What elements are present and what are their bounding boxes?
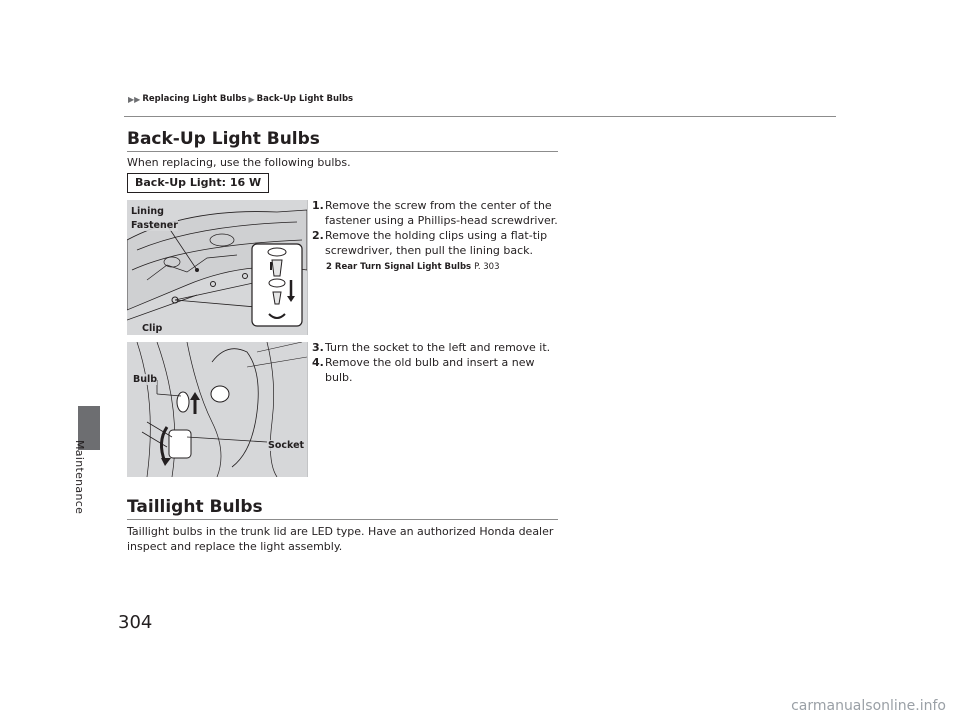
callout-bulb: Bulb xyxy=(133,374,158,385)
breadcrumb-arrow-icon: ▶▶ xyxy=(128,94,141,104)
breadcrumb xyxy=(128,94,353,104)
steps-1-2 xyxy=(312,198,562,275)
taillight-text: Taillight bulbs in the trunk lid are LED type. Have an authorized Honda dealer inspect and replace the light assembly. xyxy=(127,525,554,553)
callout-socket: Socket xyxy=(268,440,305,451)
callout-clip: Clip xyxy=(142,323,163,334)
step-text: Remove the holding clips using a flat-tip screwdriver, then pull the lining back. xyxy=(325,229,548,257)
step-number: 4. xyxy=(312,356,324,369)
breadcrumb-item-replacing-light-bulbs[interactable]: Replacing Light Bulbs xyxy=(142,94,247,104)
step-1 xyxy=(312,198,562,228)
reference-arrow-icon: 2 xyxy=(326,262,332,272)
cross-reference-link[interactable] xyxy=(326,260,562,275)
xref-title: Rear Turn Signal Light Bulbs xyxy=(334,262,472,272)
xref-page: P. 303 xyxy=(474,262,500,272)
intro-text: When replacing, use the following bulbs. xyxy=(127,156,351,169)
watermark: carmanualsonline.info xyxy=(791,698,946,714)
callout-lining: Lining xyxy=(131,206,164,217)
step-number: 3. xyxy=(312,341,324,354)
step-3 xyxy=(312,340,562,355)
step-4 xyxy=(312,355,562,385)
header-divider xyxy=(124,116,836,117)
page-number: 304 xyxy=(118,612,153,633)
breadcrumb-arrow-icon: ▶ xyxy=(248,94,255,104)
step-number: 2. xyxy=(312,229,324,242)
callout-fastener: Fastener xyxy=(131,220,178,231)
sidebar-section-label: Maintenance xyxy=(73,440,86,515)
section-title-back-up-light-bulbs: Back-Up Light Bulbs xyxy=(127,129,320,149)
section-title-taillight-bulbs: Taillight Bulbs xyxy=(127,497,263,517)
socket-illustration xyxy=(127,342,307,477)
section-title-divider xyxy=(127,151,558,152)
step-text: Turn the socket to the left and remove it. xyxy=(325,341,551,354)
step-number: 1. xyxy=(312,199,324,212)
breadcrumb-item-back-up-light-bulbs[interactable]: Back-Up Light Bulbs xyxy=(256,94,354,104)
step-text: Remove the old bulb and insert a new bulb. xyxy=(325,356,535,384)
figure-socket-removal xyxy=(127,342,308,477)
section-title-divider xyxy=(127,519,558,520)
step-2 xyxy=(312,228,562,258)
steps-3-4 xyxy=(312,340,562,385)
step-text: Remove the screw from the center of the fastener using a Phillips-head screwdriver. xyxy=(325,199,558,227)
bulb-spec-box: Back-Up Light: 16 W xyxy=(127,173,269,193)
